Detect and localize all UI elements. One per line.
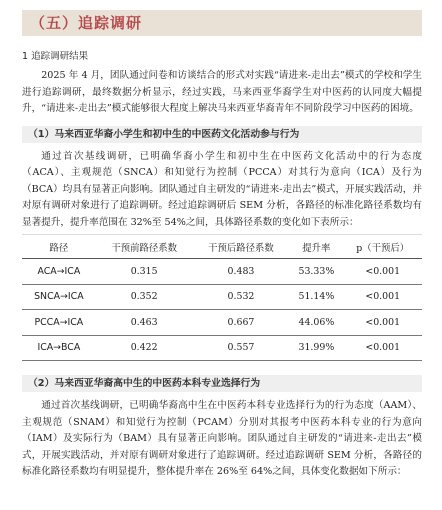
cell-path: PCCA→ICA [22, 310, 96, 336]
cell-path: ICA→BCA [22, 335, 96, 361]
table-row [22, 259, 422, 285]
header-path: 路径 [22, 235, 96, 259]
topic2-paragraph: 通过首次基线调研，已明确华裔高中生在中医药本科专业选择行为的行为态度（AAM）、主观规范（SNAM）和知觉行为控制（PCAM）分别对其报考中医药本科专业的行为意向（IAM）及实际行为（BAM）具有显著正向影响。团队通过自主研发的“请进来-走出去”模式，开展实践活动，并对原有调研对象进行了追踪调研。经过追踪调研 SEM 分析，各路径的标准化路径系数均有明显提升，整体提升率在 26%至 64%之间，具体变化数据如下所示： [22, 400, 422, 477]
cell-path: ACA→ICA [22, 259, 96, 285]
cell-rate: 51.14% [289, 284, 343, 310]
cell-before: 0.422 [96, 335, 193, 361]
header-after: 干预后路径系数 [193, 235, 290, 259]
cell-before: 0.463 [96, 310, 193, 336]
cell-path: SNCA→ICA [22, 284, 96, 310]
document-page [0, 10, 442, 510]
cell-after: 0.667 [193, 310, 290, 336]
table-row [22, 310, 422, 336]
cell-after: 0.483 [193, 259, 290, 285]
subheading: 1 追踪调研结果 [22, 51, 89, 62]
cell-rate: 31.99% [289, 335, 343, 361]
cell-p: <0.001 [343, 335, 422, 361]
topic1-title: （1）马来西亚华裔小学生和初中生的中医药文化活动参与行为 [22, 126, 422, 143]
topic1-paragraph: 通过首次基线调研，已明确华裔小学生和初中生在中医药文化活动中的行为态度（ACA）、主观规范（SNCA）和知觉行为控制（PCCA）对其行为意向（ICA）及行为（BCA）均具有显著正向影响。团队通过自主研发的“请进来-走出去”模式，开展实践活动，并对原有调研对象进行了追踪调研。经过追踪调研后 SEM 分析，各路径的标准化路径系数均有显著提升，提升率范围在 32%至 54%之间，具体路径系数的变化如下表所示： [22, 150, 422, 228]
cell-p: <0.001 [343, 310, 422, 336]
cell-p: <0.001 [343, 259, 422, 285]
cell-rate: 44.06% [289, 310, 343, 336]
header-before: 干预前路径系数 [96, 235, 193, 259]
table-header-row [22, 235, 422, 259]
cell-after: 0.557 [193, 335, 290, 361]
cell-after: 0.532 [193, 284, 290, 310]
section-title: （五）追踪调研 [22, 10, 422, 36]
header-rate: 提升率 [289, 235, 343, 259]
cell-p: <0.001 [343, 284, 422, 310]
table-row [22, 335, 422, 361]
table-row [22, 284, 422, 310]
header-p: p（干预后） [343, 235, 422, 259]
topic2-title: （2）马来西亚华裔高中生的中医药本科专业选择行为 [22, 375, 422, 392]
cell-rate: 53.33% [289, 259, 343, 285]
path-coefficient-table [22, 234, 422, 361]
cell-before: 0.315 [96, 259, 193, 285]
intro-paragraph: 2025 年 4 月，团队通过问卷和访谈结合的形式对实践“请进来-走出去”模式的学校和学生进行追踪调研，最终数据分析显示，经过实践，马来西亚华裔学生对中医药的认同度大幅提升，“请进来-走出去”模式能够很大程度上解决马来西亚华裔青年不同阶段学习中医药的困境。 [22, 70, 422, 114]
cell-before: 0.352 [96, 284, 193, 310]
